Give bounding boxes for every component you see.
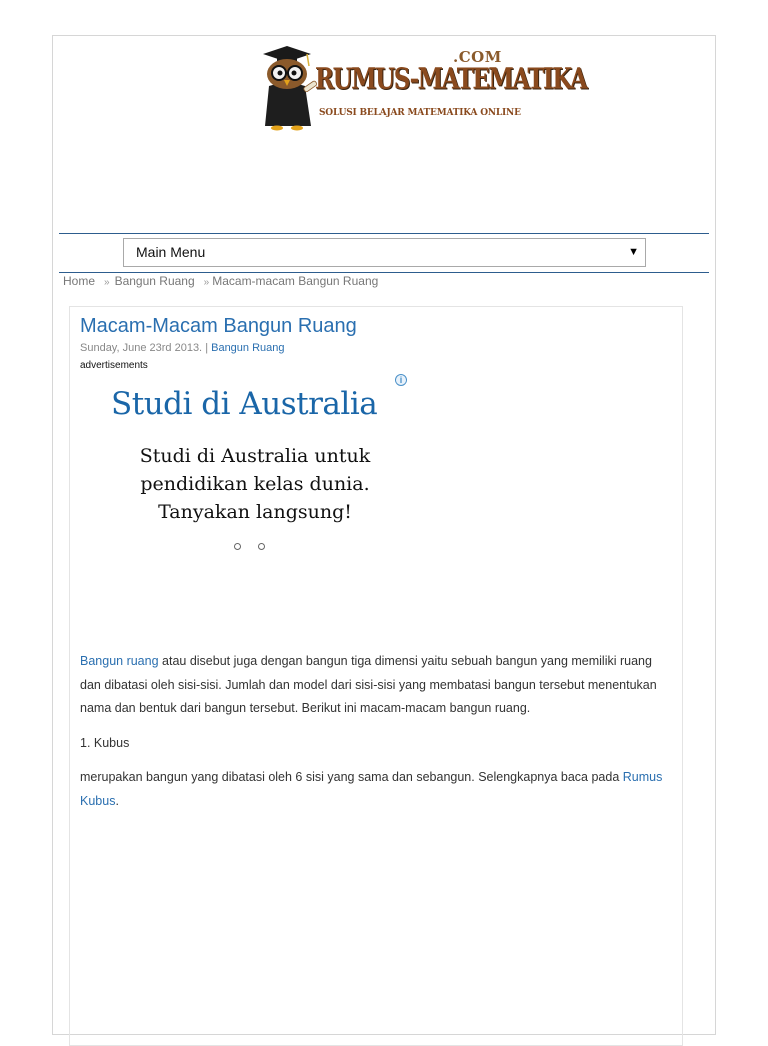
breadcrumb [63,274,378,288]
ad-body [110,442,400,526]
logo-tagline: SOLUSI BELAJAR MATEMATIKA ONLINE [319,108,521,118]
logo-name: RUMUS-MATEMATIKA [315,62,587,96]
site-logo[interactable] [257,42,587,132]
item-end: . [115,793,119,808]
owl-mascot-icon [257,42,321,132]
meta-separator: | [205,342,209,354]
article-date: Sunday, June 23rd 2013. [80,342,203,354]
main-menu-select[interactable] [123,238,646,267]
item-heading: 1. Kubus [80,735,130,750]
item-text: merupakan bangun yang dibatasi oleh 6 sisi yang sama dan sebangun. Selengkapnya baca pada [80,770,623,784]
logo-domain: .COM [453,48,502,66]
breadcrumb-home[interactable]: Home [63,274,96,288]
article-title: Macam-Macam Bangun Ruang [80,315,357,337]
breadcrumb-category[interactable]: Bangun Ruang [114,274,195,288]
article-category-link[interactable]: Bangun Ruang [211,342,285,354]
ad-info-icon[interactable]: i [395,374,407,386]
triangle-down-icon: ▼ [628,246,639,258]
intro-text: atau disebut juga dengan bangun tiga dimensi yaitu sebuah bangun yang memiliki ruang dan dibatasi oleh sisi-sisi. Jumlah dan model dari sisi-sisi yang membatasi bangun tersebut menentukan nama dan bentuk dari bangun tersebut. Berikut ini macam-macam bangun ruang. [80,654,657,715]
ad-carousel-dot[interactable] [258,543,265,550]
breadcrumb-current: Macam-macam Bangun Ruang [212,274,379,288]
advertisements-label: advertisements [80,360,148,371]
article-meta [80,342,285,354]
ad-headline[interactable]: Studi di Australia [111,386,378,422]
ad-body-line: pendidikan kelas dunia. [140,473,370,495]
breadcrumb-separator: » [104,277,110,288]
article-content [80,650,670,824]
bangun-ruang-link[interactable]: Bangun ruang [80,654,159,668]
nav-divider-bottom [59,272,709,273]
intro-paragraph [80,650,670,721]
ad-carousel-dots [234,537,282,555]
ad-body-line: Tanyakan langsung! [158,501,352,523]
page-container [52,35,716,1035]
ad-body-line: Studi di Australia untuk [139,445,371,467]
ad-carousel-dot[interactable] [234,543,241,550]
item-paragraph [80,766,670,813]
rumus-kubus-link[interactable]: Rumus Kubus [80,770,663,808]
article-card [69,306,683,1046]
nav-divider-top [59,233,709,234]
main-menu-label: Main Menu [136,244,206,260]
breadcrumb-separator: » [203,277,210,288]
ad-banner[interactable] [80,372,414,550]
